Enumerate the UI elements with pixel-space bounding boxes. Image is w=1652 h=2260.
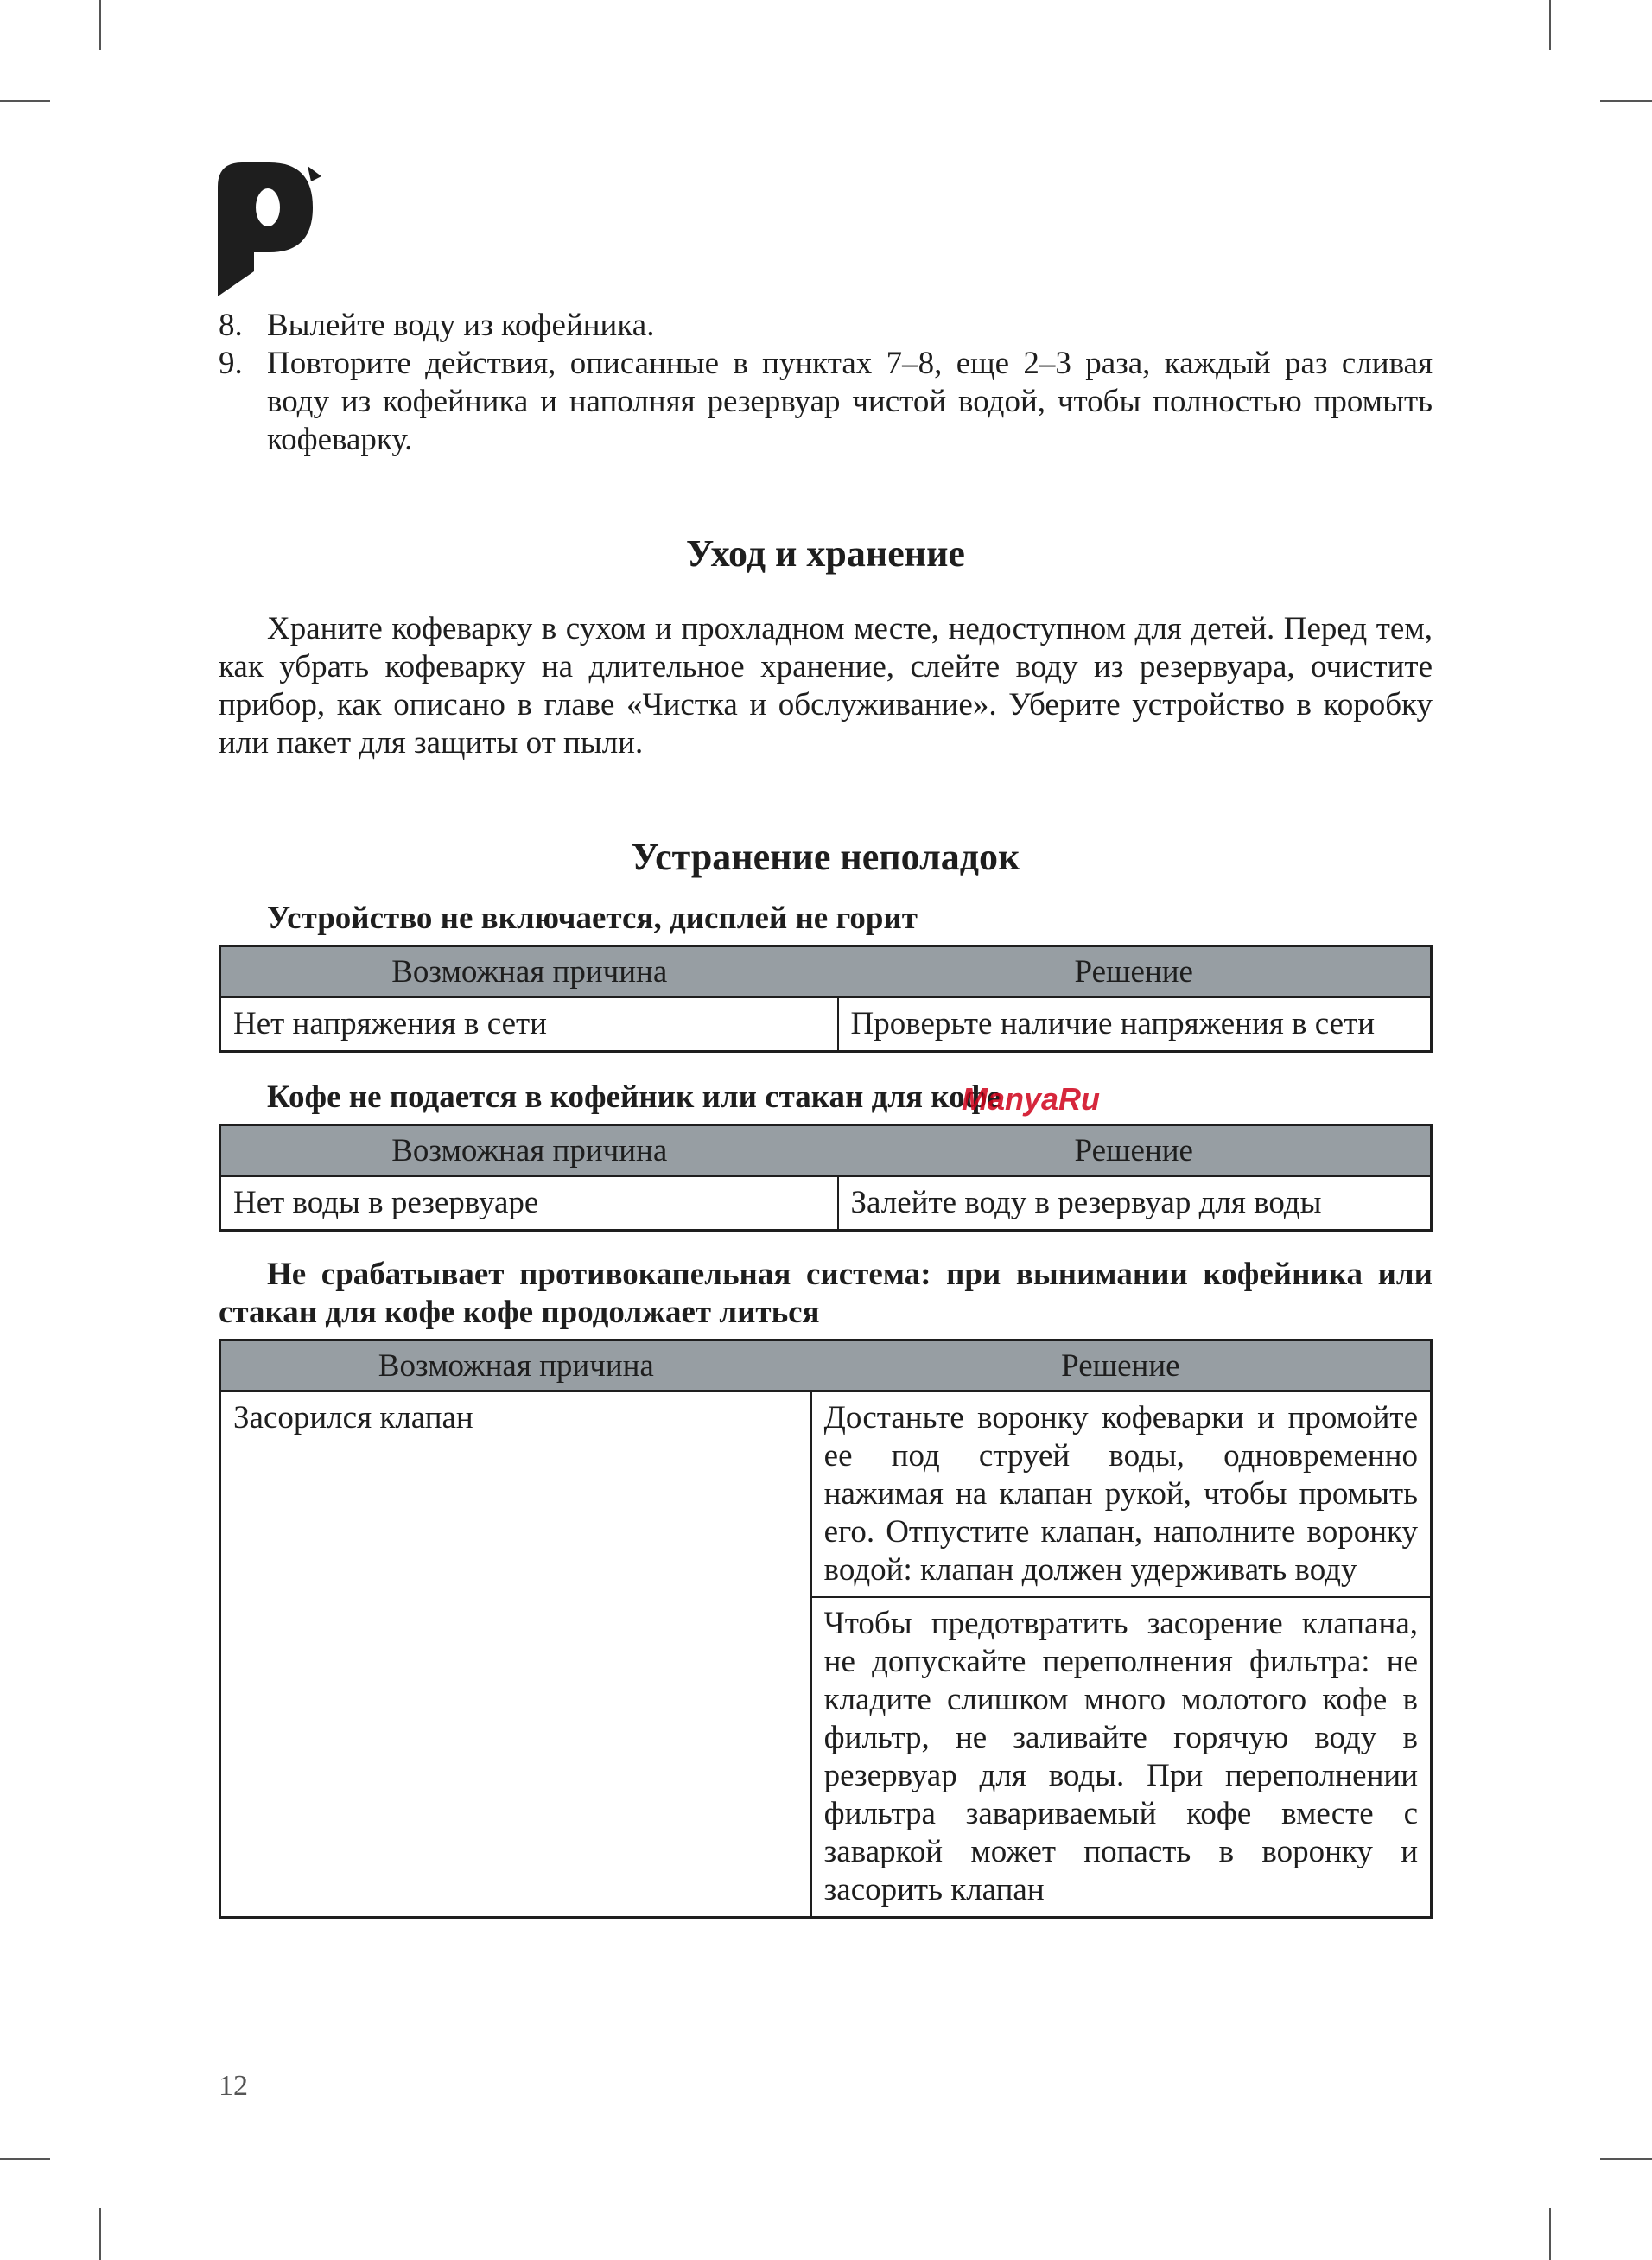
table-row (220, 997, 1432, 1052)
problem-heading: Устройство не включается, дисплей не горит (267, 901, 918, 936)
crop-mark (1600, 100, 1652, 102)
cause-cell: Засорился клапан (220, 1391, 811, 1918)
troubleshooting-table (219, 945, 1433, 1053)
care-paragraph: Храните кофеварку в сухом и прохладном месте, недоступном для детей. Перед тем, как убрать кофеварку на длительное хранение, слейте воду из резервуара, очистите прибор, как описано в главе «Чистка и обслуживание». Уберите устройство в коробку или пакет для защиты от пыли. (219, 611, 1433, 761)
brand-logo-icon (218, 162, 321, 296)
page-content (219, 307, 1433, 1919)
step-number: 8. (219, 308, 243, 343)
solution-cell: Залейте воду в резервуар для воды (838, 1176, 1432, 1231)
column-header-solution: Решение (838, 1125, 1432, 1176)
step-text: Повторите действия, описанные в пунктах 7–8, еще 2–3 раза, каждый раз сливая воду из кофейника и наполняя резервуар чистой водой, чтобы полностью промыть кофеварку. (267, 346, 1433, 457)
troubleshooting-table (219, 1124, 1433, 1232)
cause-cell: Нет напряжения в сети (220, 997, 838, 1052)
column-header-cause: Возможная причина (220, 1125, 838, 1176)
crop-mark (99, 2208, 101, 2260)
solution-cell: Чтобы предотвратить засорение клапана, не допускайте переполнения фильтра: не кладите слишком много молотого кофе в фильтр, не заливайте горячую воду в резервуар для воды. При переполнении фильтра завариваемый кофе вместе с заваркой может попасть в воронку и засорить клапан (811, 1597, 1432, 1918)
page-number: 12 (219, 2070, 248, 2102)
problem-heading: Кофе не подается в кофейник или стакан для кофе (267, 1079, 1001, 1115)
solution-cell: Проверьте наличие напряжения в сети (838, 997, 1432, 1052)
watermark: ManyaRu (962, 1081, 1101, 1117)
crop-mark (1549, 2208, 1551, 2260)
care-heading: Уход и хранение (686, 532, 965, 575)
cleaning-steps (219, 307, 1433, 459)
troubleshooting-heading: Устранение неполадок (631, 836, 1020, 878)
cause-cell: Нет воды в резервуаре (220, 1176, 838, 1231)
problem-section (219, 1079, 1433, 1117)
table-row (220, 1391, 1432, 1598)
column-header-cause: Возможная причина (220, 1340, 811, 1391)
column-header-cause: Возможная причина (220, 946, 838, 997)
problem-heading: Не срабатывает противокапельная система: при вынимании кофейника или стакан для кофе кофе продолжает литься (219, 1257, 1433, 1330)
solution-cell: Достаньте воронку кофеварки и промойте ее под струей воды, одновременно нажимая на клапан рукой, чтобы промыть его. Отпустите клапан, наполните воронку водой: клапан должен удерживать воду (811, 1391, 1432, 1598)
crop-mark (99, 0, 101, 50)
list-item (219, 345, 1433, 459)
step-text: Вылейте воду из кофейника. (267, 308, 655, 343)
crop-mark (1549, 0, 1551, 50)
step-number: 9. (219, 346, 243, 381)
table-row (220, 1176, 1432, 1231)
crop-mark (1600, 2158, 1652, 2160)
column-header-solution: Решение (838, 946, 1432, 997)
column-header-solution: Решение (811, 1340, 1432, 1391)
crop-mark (0, 100, 50, 102)
crop-mark (0, 2158, 50, 2160)
troubleshooting-table (219, 1339, 1433, 1919)
list-item (219, 307, 1433, 345)
